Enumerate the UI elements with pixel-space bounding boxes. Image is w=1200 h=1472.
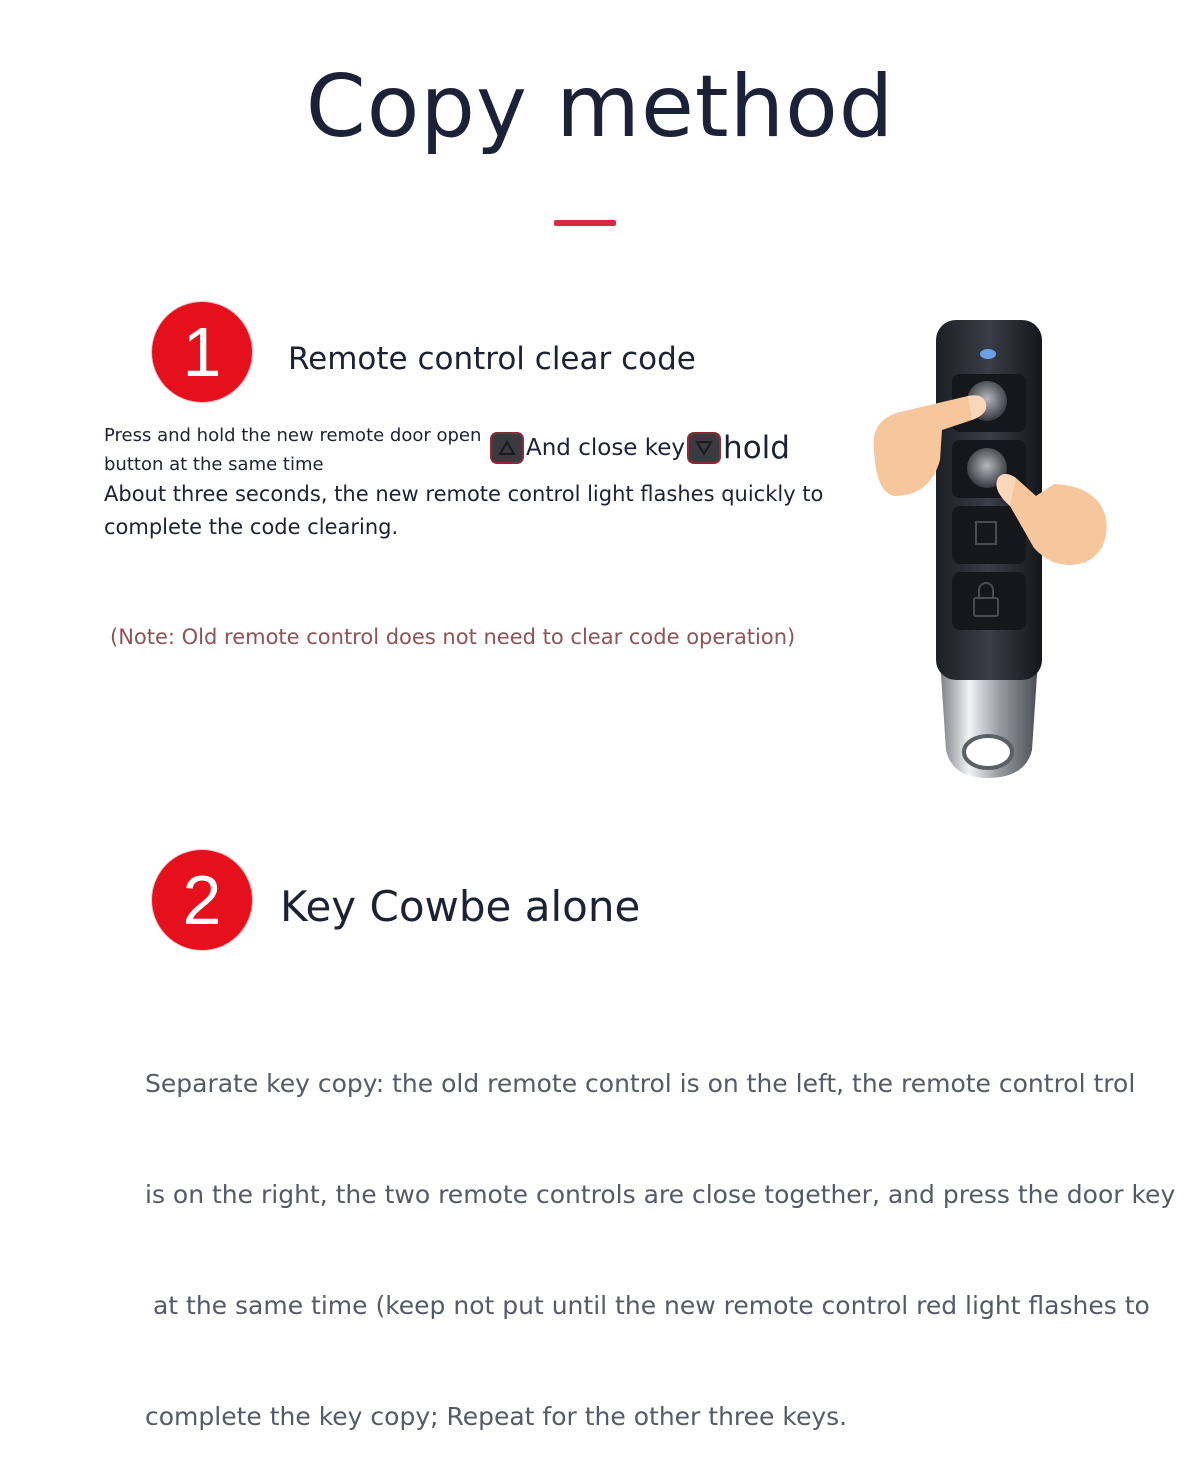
step-1-line-1b: button at the same time [104,454,324,475]
step-2-line: Separate key copy: the old remote control is on the left, the remote control trol [145,1069,1136,1098]
hold-text: hold [723,430,790,466]
and-close-key-text: And close key [526,435,686,461]
step-1-line-1a: Press and hold the new remote door open [104,425,482,446]
step-1-line-2: About three seconds, the new remote control light flashes quickly to [104,482,824,506]
step-1-line-3: complete the code clearing. [104,515,399,539]
step-1-key-instruction [490,430,790,466]
step-2-title: Key Cowbe alone [280,882,641,931]
step-2-line: is on the right, the two remote controls are close together, and press the door key [145,1180,1176,1209]
triangle-up-icon [490,432,524,464]
remote-control-illustration [860,300,1120,800]
triangle-down-icon [687,432,721,464]
step-2-badge: 2 [152,850,252,950]
title-divider [554,220,616,226]
step-1-note: (Note: Old remote control does not need to clear code operation) [110,625,796,649]
step-2-description [145,991,1175,1472]
step-1-title: Remote control clear code [288,341,696,377]
step-2-line: complete the key copy; Repeat for the other three keys. [145,1402,848,1431]
step-2-line: at the same time (keep not put until the new remote control red light flashes to [145,1291,1150,1320]
step-1-badge: 1 [152,302,252,402]
page-title: Copy method [305,57,895,157]
